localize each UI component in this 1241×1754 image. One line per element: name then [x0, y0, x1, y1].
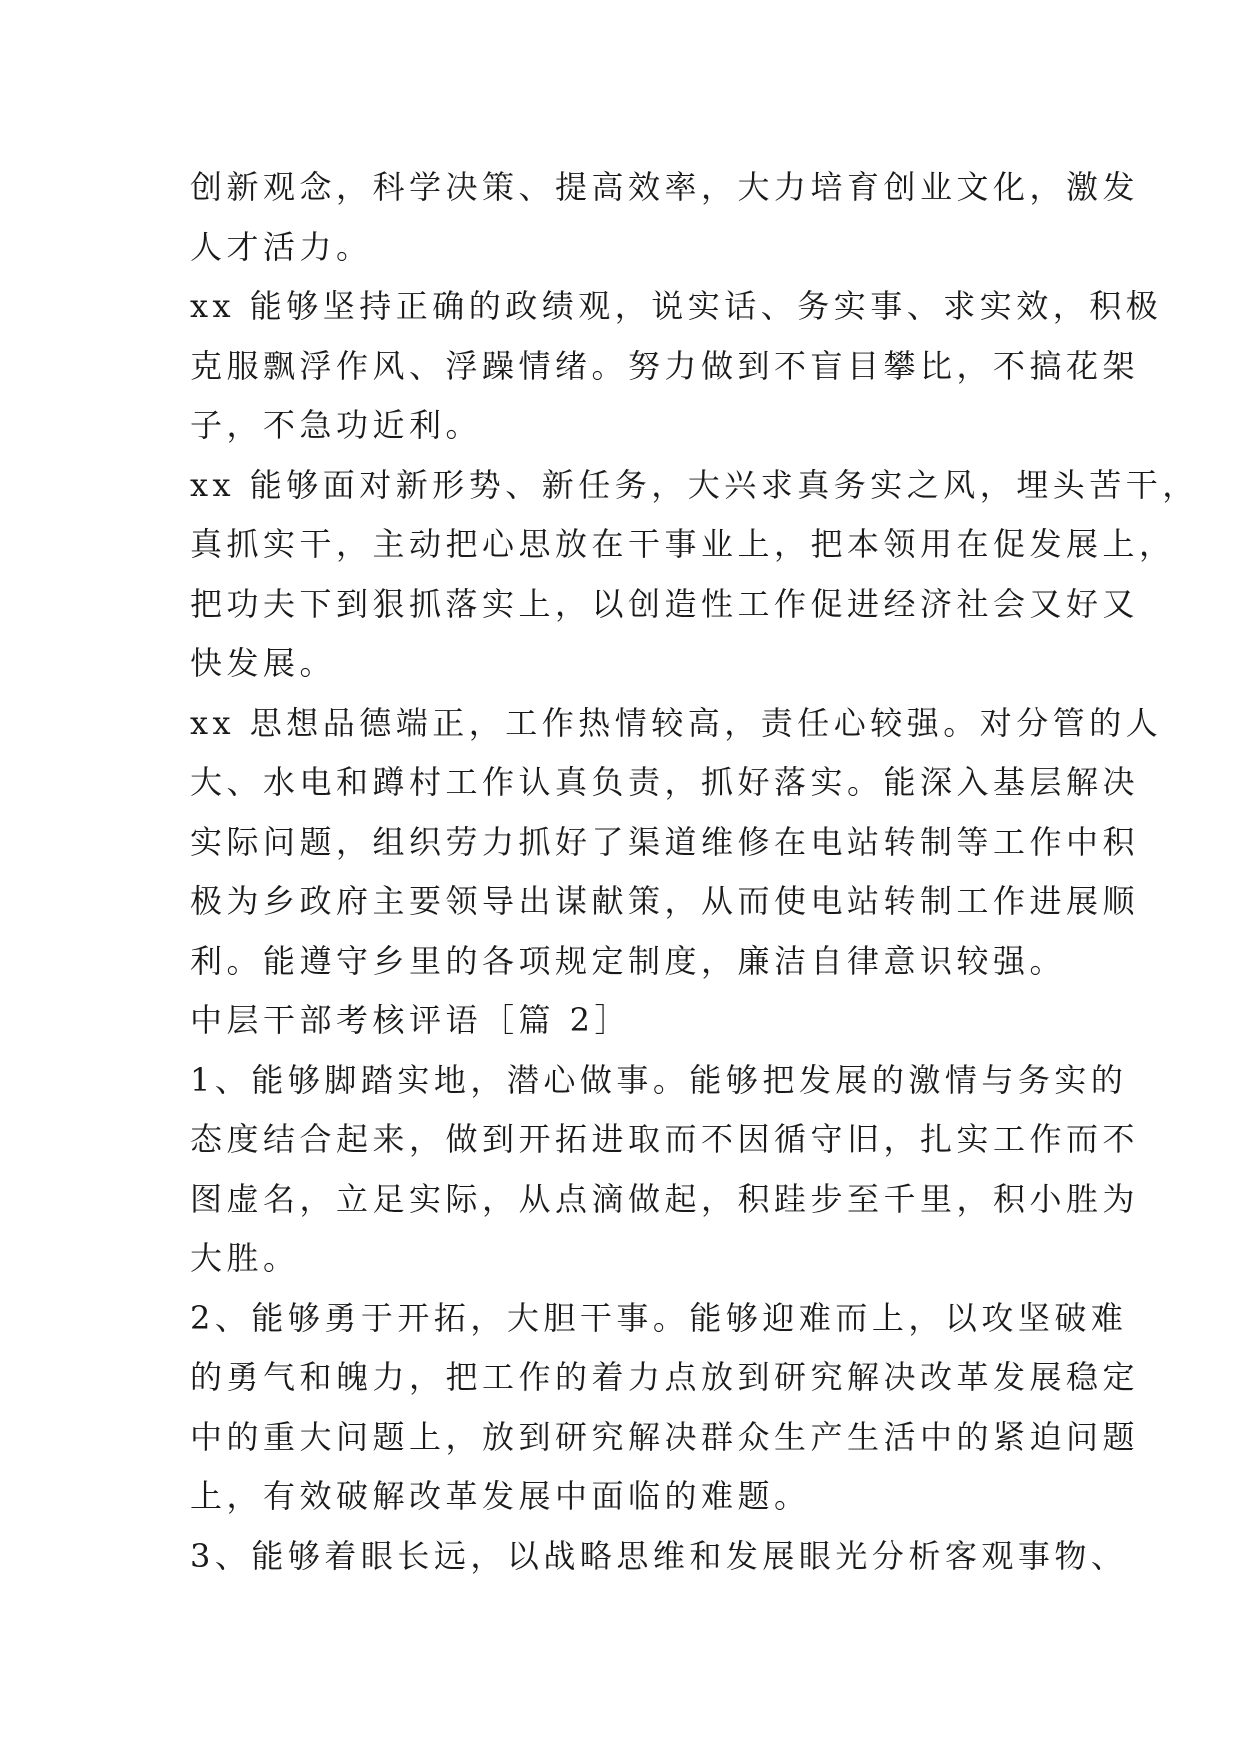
text-line: 克服飘浮作风、浮躁情绪。努力做到不盲目攀比，不搞花架: [190, 346, 1140, 385]
document-body: [190, 158, 1199, 1586]
text-line: 上，有效破解改革发展中面临的难题。: [190, 1477, 811, 1515]
text-line: 图虚名，立足实际，从点滴做起，积跬步至千里，积小胜为: [190, 1179, 1140, 1218]
text-line: xx 能够坚持正确的政绩观，说实话、务实事、求实效，积极: [190, 287, 1163, 325]
text-line: xx 思想品德端正，工作热情较高，责任心较强。对分管的人: [190, 703, 1163, 742]
text-line: 的勇气和魄力，把工作的着力点放到研究解决改革发展稳定: [190, 1358, 1140, 1396]
text-line: 创新观念，科学决策、提高效率，大力培育创业文化，激发: [190, 168, 1140, 206]
text-line: 利。能遵守乡里的各项规定制度，廉洁自律意识较强。: [190, 941, 1067, 980]
text-line: 1、能够脚踏实地，潜心做事。能够把发展的激情与务实的: [190, 1060, 1128, 1099]
text-line: 大、水电和蹲村工作认真负责，抓好落实。能深入基层解决: [190, 763, 1140, 801]
text-line: 子，不急功近利。: [190, 406, 483, 444]
text-line: 中的重大问题上，放到研究解决群众生产生活中的紧迫问题: [190, 1417, 1140, 1456]
text-line: 极为乡政府主要领导出谋献策，从而使电站转制工作进展顺: [190, 882, 1140, 920]
text-line: 3、能够着眼长远，以战略思维和发展眼光分析客观事物、: [190, 1536, 1128, 1575]
text-line: 大胜。: [190, 1239, 300, 1277]
text-line: 把功夫下到狠抓落实上，以创造性工作促进经济社会又好又: [190, 584, 1140, 623]
text-line: 态度结合起来，做到开拓进取而不因循守旧，扎实工作而不: [190, 1120, 1140, 1158]
text-line: 2、能够勇于开拓，大胆干事。能够迎难而上，以攻坚破难: [190, 1298, 1128, 1337]
text-line: 实际问题，组织劳力抓好了渠道维修在电站转制等工作中积: [190, 822, 1140, 861]
text-line: 真抓实干，主动把心思放在干事业上，把本领用在促发展上，: [190, 525, 1176, 563]
text-line: 人才活力。: [190, 227, 373, 266]
section-heading: 中层干部考核评语［篇 2］: [190, 1001, 632, 1039]
text-line: xx 能够面对新形势、新任务，大兴求真务实之风，埋头苦干，: [190, 465, 1199, 504]
text-line: 快发展。: [190, 644, 337, 682]
